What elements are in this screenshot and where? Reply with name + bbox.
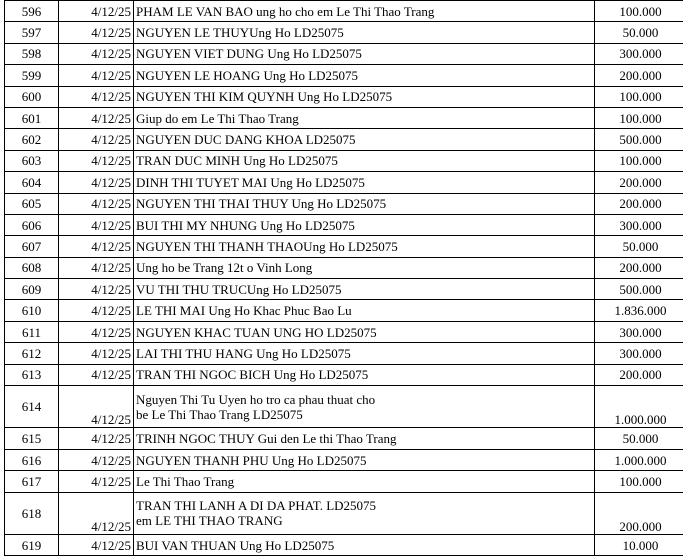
row-date: 4/12/25 xyxy=(59,86,134,107)
table-row xyxy=(5,321,683,342)
row-number: 596 xyxy=(5,1,59,22)
table-row xyxy=(5,86,683,107)
row-number: 617 xyxy=(5,471,59,492)
donation-ledger-table xyxy=(4,0,683,556)
row-date: 4/12/25 xyxy=(59,1,134,22)
row-description: NGUYEN DUC DANG KHOA LD25075 xyxy=(134,129,595,150)
row-number: 606 xyxy=(5,214,59,235)
table-row xyxy=(5,492,683,534)
table-row xyxy=(5,65,683,86)
row-date: 4/12/25 xyxy=(59,534,134,555)
table-row xyxy=(5,129,683,150)
row-number: 598 xyxy=(5,43,59,64)
row-amount: 300.000 xyxy=(595,214,683,235)
table-row xyxy=(5,364,683,385)
row-date: 4/12/25 xyxy=(59,279,134,300)
row-description: BUI THI MY NHUNG Ung Ho LD25075 xyxy=(134,214,595,235)
row-description: TRAN DUC MINH Ung Ho LD25075 xyxy=(134,150,595,171)
row-number: 613 xyxy=(5,364,59,385)
row-amount: 50.000 xyxy=(595,428,683,449)
row-date: 4/12/25 xyxy=(59,22,134,43)
row-date: 4/12/25 xyxy=(59,129,134,150)
row-date: 4/12/25 xyxy=(59,471,134,492)
row-description: NGUYEN THANH PHU Ung Ho LD25075 xyxy=(134,449,595,470)
row-date: 4/12/25 xyxy=(59,449,134,470)
row-date: 4/12/25 xyxy=(59,214,134,235)
row-date: 4/12/25 xyxy=(59,300,134,321)
row-description: DINH THI TUYET MAI Ung Ho LD25075 xyxy=(134,172,595,193)
row-number: 614 xyxy=(5,386,59,428)
row-amount: 100.000 xyxy=(595,471,683,492)
row-number: 599 xyxy=(5,65,59,86)
table-row xyxy=(5,107,683,128)
row-amount: 100.000 xyxy=(595,86,683,107)
row-description: TRAN THI NGOC BICH Ung Ho LD25075 xyxy=(134,364,595,385)
table-row xyxy=(5,279,683,300)
row-number: 615 xyxy=(5,428,59,449)
row-date: 4/12/25 xyxy=(59,343,134,364)
table-row xyxy=(5,236,683,257)
row-number: 607 xyxy=(5,236,59,257)
row-description: NGUYEN KHAC TUAN UNG HO LD25075 xyxy=(134,321,595,342)
row-description: NGUYEN LE THUYUng Ho LD25075 xyxy=(134,22,595,43)
row-amount: 50.000 xyxy=(595,236,683,257)
row-description: NGUYEN THI THAI THUY Ung Ho LD25075 xyxy=(134,193,595,214)
row-date: 4/12/25 xyxy=(59,107,134,128)
row-amount: 100.000 xyxy=(595,150,683,171)
row-description-line-1: TRAN THI LANH A DI DA PHAT. LD25075 xyxy=(136,498,592,513)
row-description-line-1: Nguyen Thi Tu Uyen ho tro ca phau thuat cho xyxy=(136,392,592,407)
row-amount: 500.000 xyxy=(595,279,683,300)
row-amount: 200.000 xyxy=(595,257,683,278)
row-date: 4/12/25 xyxy=(59,172,134,193)
row-description: LAI THI THU HANG Ung Ho LD25075 xyxy=(134,343,595,364)
row-description: BUI VAN THUAN Ung Ho LD25075 xyxy=(134,534,595,555)
row-amount: 1.000.000 xyxy=(595,386,683,428)
row-amount: 300.000 xyxy=(595,43,683,64)
row-date: 4/12/25 xyxy=(59,364,134,385)
row-amount: 100.000 xyxy=(595,1,683,22)
row-number: 612 xyxy=(5,343,59,364)
table-row xyxy=(5,386,683,428)
row-number: 600 xyxy=(5,86,59,107)
row-number: 608 xyxy=(5,257,59,278)
row-amount: 1.000.000 xyxy=(595,449,683,470)
row-number: 611 xyxy=(5,321,59,342)
table-row xyxy=(5,193,683,214)
row-amount: 200.000 xyxy=(595,172,683,193)
row-description xyxy=(134,386,595,428)
row-description: NGUYEN LE HOANG Ung Ho LD25075 xyxy=(134,65,595,86)
row-number: 597 xyxy=(5,22,59,43)
row-description: Le Thi Thao Trang xyxy=(134,471,595,492)
row-date: 4/12/25 xyxy=(59,65,134,86)
row-description: Ung ho be Trang 12t o Vinh Long xyxy=(134,257,595,278)
table-row xyxy=(5,43,683,64)
table-row xyxy=(5,214,683,235)
row-date: 4/12/25 xyxy=(59,386,134,428)
row-amount: 10.000 xyxy=(595,534,683,555)
row-number: 604 xyxy=(5,172,59,193)
table-row xyxy=(5,300,683,321)
row-date: 4/12/25 xyxy=(59,193,134,214)
row-date: 4/12/25 xyxy=(59,428,134,449)
row-description-line-2: be Le Thi Thao Trang LD25075 xyxy=(136,407,592,422)
table-row xyxy=(5,1,683,22)
table-row xyxy=(5,343,683,364)
row-amount: 500.000 xyxy=(595,129,683,150)
row-amount: 200.000 xyxy=(595,65,683,86)
row-description: Giup do em Le Thi Thao Trang xyxy=(134,107,595,128)
row-description xyxy=(134,492,595,534)
row-number: 605 xyxy=(5,193,59,214)
row-amount: 100.000 xyxy=(595,107,683,128)
row-number: 610 xyxy=(5,300,59,321)
table-row xyxy=(5,449,683,470)
row-amount: 200.000 xyxy=(595,193,683,214)
row-amount: 50.000 xyxy=(595,22,683,43)
row-amount: 200.000 xyxy=(595,492,683,534)
row-number: 619 xyxy=(5,534,59,555)
row-description: VU THI THU TRUCUng Ho LD25075 xyxy=(134,279,595,300)
table-row xyxy=(5,257,683,278)
row-number: 603 xyxy=(5,150,59,171)
row-date: 4/12/25 xyxy=(59,236,134,257)
table-row xyxy=(5,534,683,555)
table-row xyxy=(5,471,683,492)
table-row xyxy=(5,172,683,193)
table-row xyxy=(5,150,683,171)
row-date: 4/12/25 xyxy=(59,321,134,342)
row-date: 4/12/25 xyxy=(59,43,134,64)
row-description: NGUYEN VIET DUNG Ung Ho LD25075 xyxy=(134,43,595,64)
row-number: 601 xyxy=(5,107,59,128)
row-amount: 1.836.000 xyxy=(595,300,683,321)
row-description: NGUYEN THI KIM QUYNH Ung Ho LD25075 xyxy=(134,86,595,107)
row-number: 609 xyxy=(5,279,59,300)
row-amount: 300.000 xyxy=(595,321,683,342)
row-description: TRINH NGOC THUY Gui den Le thi Thao Trang xyxy=(134,428,595,449)
table-row xyxy=(5,22,683,43)
row-number: 616 xyxy=(5,449,59,470)
row-date: 4/12/25 xyxy=(59,257,134,278)
row-description-line-2: em LE THI THAO TRANG xyxy=(136,513,592,528)
row-date: 4/12/25 xyxy=(59,150,134,171)
row-amount: 300.000 xyxy=(595,343,683,364)
row-amount: 200.000 xyxy=(595,364,683,385)
row-number: 618 xyxy=(5,492,59,534)
row-description: NGUYEN THI THANH THAOUng Ho LD25075 xyxy=(134,236,595,257)
row-number: 602 xyxy=(5,129,59,150)
row-description: LE THI MAI Ung Ho Khac Phuc Bao Lu xyxy=(134,300,595,321)
row-date: 4/12/25 xyxy=(59,492,134,534)
table-row xyxy=(5,428,683,449)
row-description: PHAM LE VAN BAO ung ho cho em Le Thi Thao Trang xyxy=(134,1,595,22)
